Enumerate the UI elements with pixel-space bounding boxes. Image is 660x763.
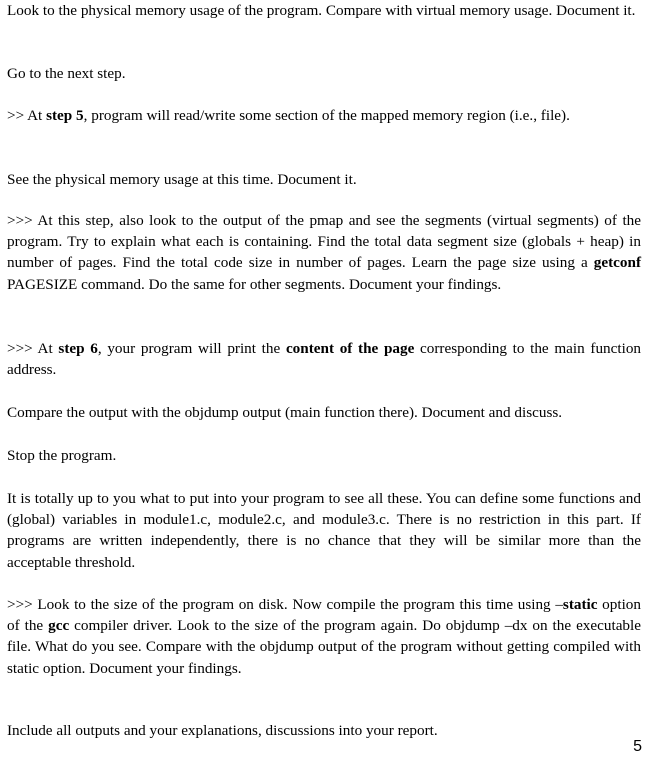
text-run: Include all outputs and your explanations, discussions into your report. (7, 722, 438, 739)
text-run: Compare the output with the objdump output (main function there). Document and discuss. (7, 404, 563, 421)
bold-text: gcc (48, 617, 70, 635)
text-run: >>> Look to the size of the program on disk. Now compile the program this time using – (7, 596, 563, 613)
paragraph (7, 338, 641, 380)
text-run: compiler driver. Look to the size of the program again. Do objdump –dx on the executable file. What do you see. Compare with the objdump output of the program without getting compiled with static option. Document your findings. (7, 617, 641, 677)
text-run: Stop the program. (7, 447, 117, 464)
paragraph (7, 105, 641, 126)
paragraph (7, 63, 641, 84)
text-run: Look to the physical memory usage of the program. Compare with virtual memory usage. Document it. (7, 2, 636, 19)
text-run: PAGESIZE command. Do the same for other segments. Document your findings. (7, 275, 502, 293)
paragraph (7, 594, 641, 679)
bold-text: step 5 (46, 107, 84, 124)
paragraph (7, 445, 641, 466)
paragraph (7, 720, 641, 741)
bold-text: getconf (593, 254, 641, 272)
text-run: , program will read/write some section of the mapped memory region (i.e., file). (83, 107, 570, 124)
text-run: Go to the next step. (7, 65, 126, 82)
text-run: >>> At this step, also look to the output of the pmap and see the segments (virtual segments) of the program. Try to explain what each is containing. Find the total data segment size (globals + heap) in number of pages. Find the total code size in number of pages. Learn the page size using a (7, 212, 641, 272)
paragraph (7, 210, 641, 295)
paragraph (7, 169, 641, 190)
text-run: It is totally up to you what to put into your program to see all these. You can define some functions and (global) variables in module1.c, module2.c, and module3.c. There is no restriction in this part. If programs are written independently, there is no chance that they will be similar more than the acceptable threshold. (7, 490, 641, 571)
text-run: >>> At (7, 340, 59, 357)
bold-text: static (562, 596, 598, 613)
paragraph (7, 488, 641, 573)
bold-text: content of the page (285, 340, 415, 357)
bold-text: step 6 (58, 340, 98, 357)
text-run: option of the (7, 596, 641, 635)
text-run: corresponding to the main function address. (7, 340, 642, 379)
text-run: , your program will print the (97, 340, 286, 357)
text-run: See the physical memory usage at this time. Document it. (7, 171, 357, 188)
text-run: >> At (7, 107, 47, 124)
paragraph (7, 402, 641, 423)
paragraph (7, 0, 641, 21)
page-number: 5 (633, 738, 642, 755)
